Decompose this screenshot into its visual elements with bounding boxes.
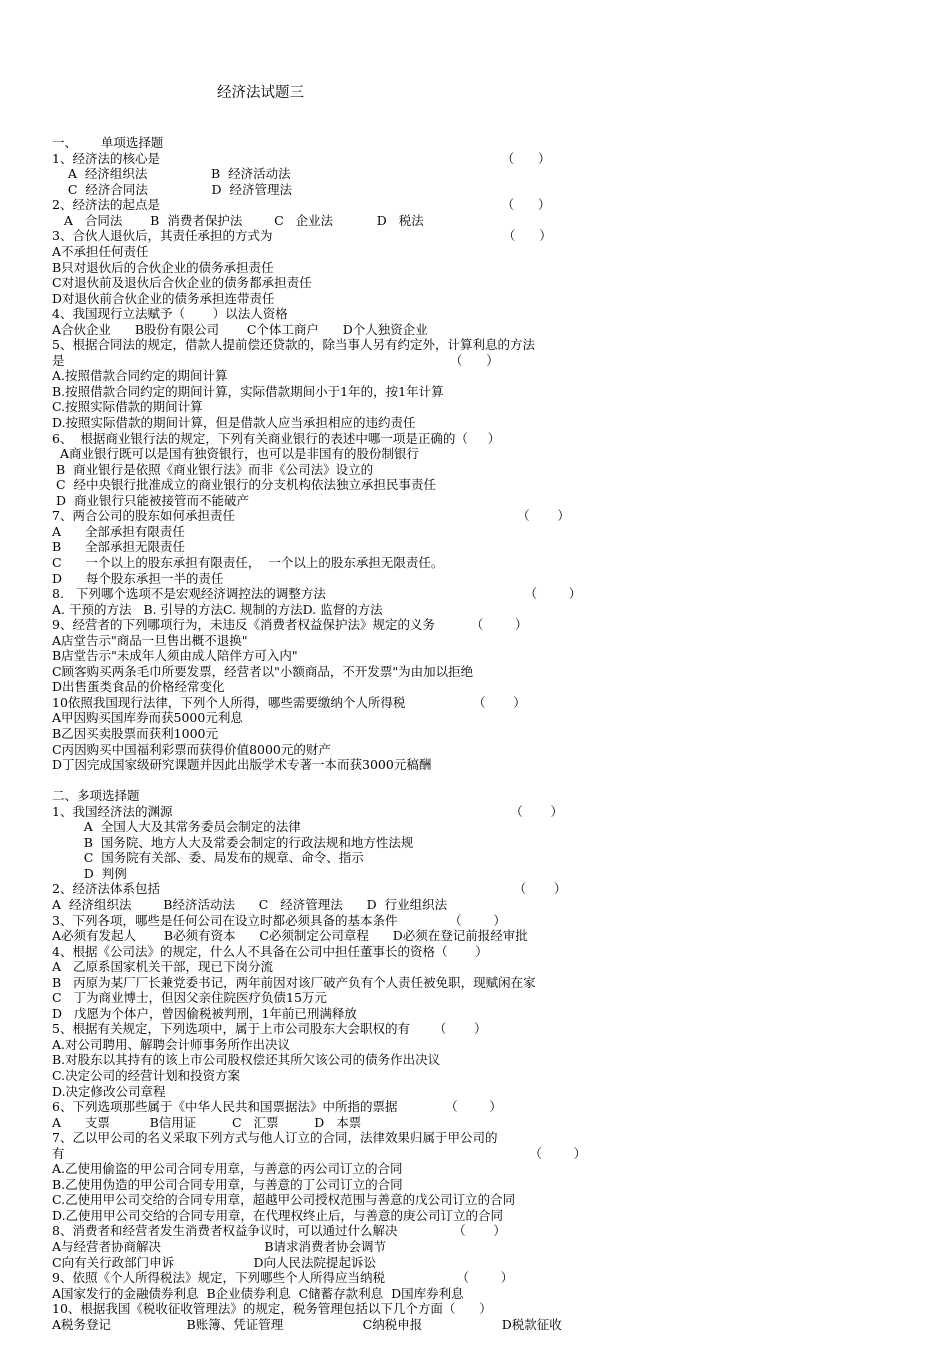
text-line: 5、根据合同法的规定，借款人提前偿还贷款的，除当事人另有约定外，计算利息的方法 [52,337,535,353]
text-line: C.决定公司的经营计划和投资方案 [52,1068,241,1083]
text-line: D出售蛋类食品的价格经常变化 [52,679,225,695]
text-line: 10、根据我国《税收征收管理法》的规定，税务管理包括以下几个方面（ ） [52,1301,492,1317]
text-line: D 商业银行只能被接管而不能破产 [52,492,249,508]
text-line: C向有关行政部门申诉 D向人民法院提起诉讼 [52,1254,377,1270]
text-line: 是 （ ） [52,352,499,368]
text-line: 有 （ ） [52,1145,587,1161]
text-line: C.乙使用甲公司交给的合同专用章，超越甲公司授权范围与善意的戊公司订立的合同 [52,1192,516,1208]
text-line: 10依照我国现行法律，下列个人所得，哪些需要缴纳个人所得税 （ ） [52,694,526,710]
text-line: C 一个以上的股东承担有限责任， 一个以上的股东承担无限责任。 [52,554,444,570]
text-line: D对退伙前合伙企业的债务承担连带责任 [52,290,275,306]
question-lines [52,135,912,1332]
text-line: A 经济组织法 B 经济活动法 [52,166,291,182]
text-line: A税务登记 B账簿、凭证管理 C纳税申报 D税款征收 [52,1316,562,1332]
text-line: 一、 单项选择题 [52,135,164,151]
text-line: A与经营者协商解决 B请求消费者协会调节 [52,1239,387,1255]
text-line: A必须有发起人 B必须有资本 C必须制定公司章程 D必须在登记前报经审批 [52,928,528,944]
text-line: D 戊愿为个体户，曾因偷税被判刑，1年前已刑满释放 [52,1005,357,1021]
text-line: D 每个股东承担一半的责任 [52,570,224,586]
text-line: C丙因购买中国福利彩票而获得价值8000元的财产 [52,741,331,757]
text-line: 2、经济法体系包括 （ ） [52,881,567,897]
text-line: C 经中央银行批准成立的商业银行的分支机构依法独立承担民事责任 [52,477,436,493]
text-line: A.按照借款合同约定的期间计算 [52,368,228,384]
text-line: D 判例 [52,865,127,881]
text-line: B 国务院、地方人大及常委会制定的行政法规和地方性法规 [52,834,414,850]
page-title: 经济法试题三 [217,85,304,102]
text-line: C 丁为商业博士，但因父亲住院医疗负债15万元 [52,990,327,1006]
text-line: 8. 下列哪个选项不是宏观经济调控法的调整方法 （ ） [52,586,582,602]
text-line: 7、乙以甲公司的名义采取下列方式与他人订立的合同，法律效果归属于甲公司的 [52,1130,498,1146]
text-line: A 支票 B信用证 C 汇票 D 本票 [52,1114,362,1130]
text-line: D.按照实际借款的期间计算，但是借款人应当承担相应的违约责任 [52,415,416,431]
text-line: 6、 根据商业银行法的规定，下列有关商业银行的表述中哪一项是正确的（ ） [52,430,501,446]
text-line: B.乙使用伪造的甲公司合同专用章，与善意的丁公司订立的合同 [52,1176,403,1192]
text-line: A 全国人大及其常务委员会制定的法律 [52,819,301,835]
text-line: A 合同法 B 消费者保护法 C 企业法 D 税法 [52,212,424,228]
text-line: C 国务院有关部、委、局发布的规章、命令、指示 [52,850,364,866]
text-line: 4、根据《公司法》的规定，什么人不具备在公司中担任董事长的资格（ ） [52,943,488,959]
text-line: B只对退伙后的合伙企业的债务承担责任 [52,259,274,275]
text-line: A 乙原系国家机关干部，现已下岗分流 [52,959,273,975]
text-line: 8、消费者和经营者发生消费者权益争议时，可以通过什么解决 （ ） [52,1223,506,1239]
text-line: 7、两合公司的股东如何承担责任 （ ） [52,508,570,524]
text-line: 2、经济法的起点是 （ ） [52,197,551,213]
text-line: A.对公司聘用、解聘会计师事务所作出决议 [52,1036,291,1052]
text-line: 6、下列选项那些属于《中华人民共和国票据法》中所指的票据 （ ） [52,1099,502,1115]
text-line: A商业银行既可以是国有独资银行，也可以是非国有的股份制银行 [52,446,419,462]
text-line: A.乙使用偷盗的甲公司合同专用章，与善意的丙公司订立的合同 [52,1161,403,1177]
text-line: B 丙原为某厂厂长兼党委书记，两年前因对该厂破产负有个人责任被免职，现赋闲在家 [52,974,536,990]
text-line: 5、根据有关规定，下列选项中，属于上市公司股东大会职权的有 （ ） [52,1021,487,1037]
text-line: A 经济组织法 B经济活动法 C 经济管理法 D 行业组织法 [52,896,448,912]
text-line: D.乙使用甲公司交给的合同专用章，在代理权终止后，与善意的庚公司订立的合同 [52,1207,504,1223]
text-line: A. 干预的方法 B. 引导的方法C. 规制的方法D. 监督的方法 [52,601,383,617]
text-line: C顾客购买两条毛巾所要发票，经营者以"小额商品，不开发票"为由加以拒绝 [52,663,474,679]
text-line: A合伙企业 B股份有限公司 C个体工商户 D个人独资企业 [52,321,428,337]
text-line: A 全部承担有限责任 [52,523,185,539]
text-line: 1、经济法的核心是 （ ） [52,150,551,166]
text-line: C.按照实际借款的期间计算 [52,399,203,415]
text-line: C对退伙前及退伙后合伙企业的债务都承担责任 [52,275,312,291]
text-line: A店堂告示"商品一旦售出概不退换" [52,632,248,648]
text-line: 二、多项选择题 [52,788,140,804]
text-line: 1、我国经济法的渊源 （ ） [52,803,564,819]
text-line: 3、合伙人退伙后，其责任承担的方式为 （ ） [52,228,552,244]
text-line: D丁因完成国家级研究课题并因此出版学术专著一本而获3000元稿酬 [52,757,432,773]
text-line: A甲因购买国库券而获5000元利息 [52,710,243,726]
text-line: B.对股东以其持有的该上市公司股权偿还其所欠该公司的债务作出决议 [52,1052,441,1068]
text-line: B店堂告示"未成年人须由成人陪伴方可入内" [52,648,298,664]
text-line: B 全部承担无限责任 [52,539,186,555]
text-line: B乙因买卖股票而获利1000元 [52,725,218,741]
exam-document [52,51,912,1348]
text-line: B.按照借款合同约定的期间计算，实际借款期间小于1年的，按1年计算 [52,383,444,399]
text-line: C 经济合同法 D 经济管理法 [52,181,292,197]
text-line: 3、下列各项，哪些是任何公司在设立时都必须具备的基本条件 （ ） [52,912,506,928]
text-line: A不承担任何责任 [52,244,149,260]
text-line: 4、我国现行立法赋予（ ）以法人资格 [52,306,288,322]
text-line: B 商业银行是依照《商业银行法》而非《公司法》设立的 [52,461,374,477]
text-line [52,773,912,789]
text-line: 9、依照《个人所得税法》规定，下列哪些个人所得应当纳税 （ ） [52,1270,514,1286]
text-line: 9、经营者的下列哪项行为，未违反《消费者权益保护法》规定的义务 （ ） [52,617,528,633]
text-line: D.决定修改公司章程 [52,1083,166,1099]
text-line: A国家发行的金融债券利息 B企业债券利息 C储蓄存款利息 D国库券利息 [52,1285,464,1301]
